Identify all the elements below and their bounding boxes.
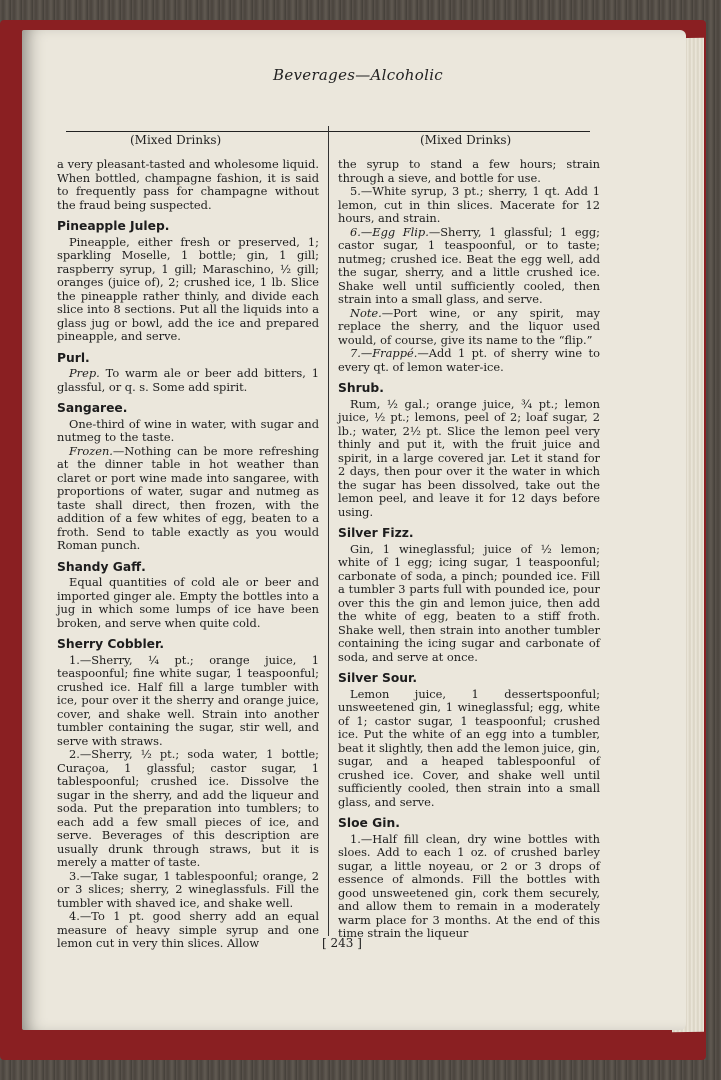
recipe-text: Equal quantities of cold ale or beer and imported ginger ale. Empty the bottles into a jug in which some lumps of ice have been broken, and serve when quite cold.	[57, 575, 319, 630]
recipe-text: Pineapple, either fresh or preserved, 1; sparkling Moselle, 1 bottle; gin, 1 gill; raspberry syrup, 1 gill; Maraschino, ½ gill; oranges (juice of), 2; crushed ice, 1 lb. Slice the pineapple rather thinly, and divide each slice into 8 sections. Put all the liquids into a glass jug or bowl, add the ice and prepared pineapple, and serve.	[57, 234, 319, 343]
egg-flip-text: —Sherry, 1 glassful; 1 egg; castor sugar, 1 teaspoonful, or to taste; nutmeg; crushed ice. Beat the egg well, add the sugar, sherry, and a little crushed ice. Shake well until sufficiently cooled, then strain into a small glass, and serve.	[338, 224, 600, 306]
recipe-text: One-third of wine in water, with sugar and nutmeg to the taste.	[57, 416, 319, 444]
right-column-head: (Mixed Drinks)	[420, 133, 512, 147]
recipe-text	[57, 367, 319, 394]
frozen-label: Frozen.	[69, 443, 113, 458]
recipe-text: 2.—Sherry, ½ pt.; soda water, 1 bottle; Curaçoa, 1 glassful; castor sugar, 1 tablespoonful; crushed ice. Dissolve the sugar in the sherry, and add the liqueur and soda. Put the preparation into tumblers; to each add a few small pieces of ice, and serve. Beverages of this description are usually drunk through straws, but it is merely a matter of taste.	[57, 747, 319, 869]
recipe-text	[57, 445, 319, 553]
recipe-text: Gin, 1 wineglassful; juice of ½ lemon; white of 1 egg; icing sugar, 1 teaspoonful; carbonate of soda, a pinch; pounded ice. Fill a tumbler 3 parts full with pounded ice, pour over this the gin and lemon juice, then add the white of egg, beaten to a stiff froth. Shake well, then strain into another tumbler containing the icing sugar and carbonate of soda, and serve at once.	[338, 541, 600, 664]
purl-text: To warm ale or beer add bitters, 1 glassful, or q. s. Some add spirit.	[57, 366, 319, 394]
recipe-title: Purl.	[57, 350, 90, 365]
prep-label: Prep.	[69, 366, 100, 380]
recipe-title: Shandy Gaff.	[57, 559, 146, 574]
continued-text: the syrup to stand a few hours; strain through a sieve, and bottle for use.	[338, 157, 600, 185]
egg-flip-label: 6.—Egg Flip.	[350, 224, 429, 239]
recipe-text: 1.—Sherry, ¼ pt.; orange juice, 1 teaspoonful; fine white sugar, 1 teaspoonful; crushed ice. Half fill a large tumbler with ice, pour over it the sherry and orange juice, cover, and shake well. Strain into another tumbler containing the sugar, stir well, and serve with straws.	[57, 652, 319, 748]
frozen-text: —Nothing can be more refreshing at the dinner table in hot weather than claret or port wine made into sangaree, with proportions of water, sugar and nutmeg as taste shall direct, then frozen, with the addition of a few whites of egg, beaten to a froth. Send to table exactly as you would Roman punch.	[57, 443, 319, 552]
recipe-title: Silver Sour.	[338, 671, 418, 685]
note-text: —Port wine, or any spirit, may replace the sherry, and the liquor used would, of course, give its name to the “flip.”	[338, 305, 600, 347]
note-label: Note.	[350, 305, 382, 320]
recipe-text: 3.—Take sugar, 1 tablespoonful; orange, 2 or 3 slices; sherry, 2 wineglassfuls. Fill the tumbler with shaved ice, and shake well.	[57, 868, 319, 910]
recipe-text: Rum, ½ gal.; orange juice, ¾ pt.; lemon juice, ½ pt.; lemons, peel of 2; loaf sugar, 2 lb.; water, 2½ pt. Slice the lemon peel very thinly and put it, with the fruit juice and spirit, in a large covered jar. Let it stand for 2 days, then pour over it the water in which the sugar has been dissolved, take out the lemon peel, and leave it for 12 days before using.	[338, 396, 600, 519]
recipe-text: Lemon juice, 1 dessertspoonful; unsweetened gin, 1 wineglassful; egg, white of 1; castor sugar, 1 teaspoonful; crushed ice. Put the white of an egg into a tumbler, beat it slightly, then add the lemon juice, gin, sugar, and a heaped tablespoonful of crushed ice. Cover, and shake well until sufficiently cooled, then strain into a small glass, and serve.	[338, 686, 600, 809]
frappe-label: 7.—Frappé.	[350, 346, 418, 360]
left-column	[57, 158, 319, 951]
recipe-text	[338, 347, 600, 374]
intro-paragraph: a very pleasant-tasted and wholesome liquid. When bottled, champagne fashion, it is said to frequently pass for champagne without the fraud being suspected.	[57, 157, 319, 212]
column-divider	[328, 126, 329, 936]
recipe-title: Sangaree.	[57, 401, 128, 415]
page-number: [ 243 ]	[322, 936, 362, 950]
recipe-title: Sherry Cobbler.	[57, 637, 164, 651]
left-column-head: (Mixed Drinks)	[130, 133, 222, 147]
recipe-title: Shrub.	[338, 381, 384, 395]
recipe-text	[338, 226, 600, 307]
recipe-text: 5.—White syrup, 3 pt.; sherry, 1 qt. Add 1 lemon, cut in thin slices. Macerate for 12 hours, and strain.	[338, 184, 600, 225]
right-column	[338, 158, 600, 941]
recipe-text: 1.—Half fill clean, dry wine bottles with sloes. Add to each 1 oz. of crushed barley sugar, a little noyeau, or 2 or 3 drops of essence of almonds. Fill the bottles with good unsweetened gin, cork them securely, and allow them to remain in a moderately warm place for 3 months. At the end of this time strain the liqueur	[338, 831, 600, 940]
running-header: Beverages—Alcoholic	[273, 66, 443, 84]
recipe-text	[338, 307, 600, 348]
frappe-text: —Add 1 pt. of sherry wine to every qt. of lemon water-ice.	[338, 346, 600, 374]
recipe-title: Pineapple Julep.	[57, 219, 170, 233]
recipe-text: 4.—To 1 pt. good sherry add an equal measure of heavy simple syrup and one lemon cut in very thin slices. Allow	[57, 909, 319, 950]
recipe-title: Silver Fizz.	[338, 526, 414, 540]
recipe-title: Sloe Gin.	[338, 816, 400, 830]
